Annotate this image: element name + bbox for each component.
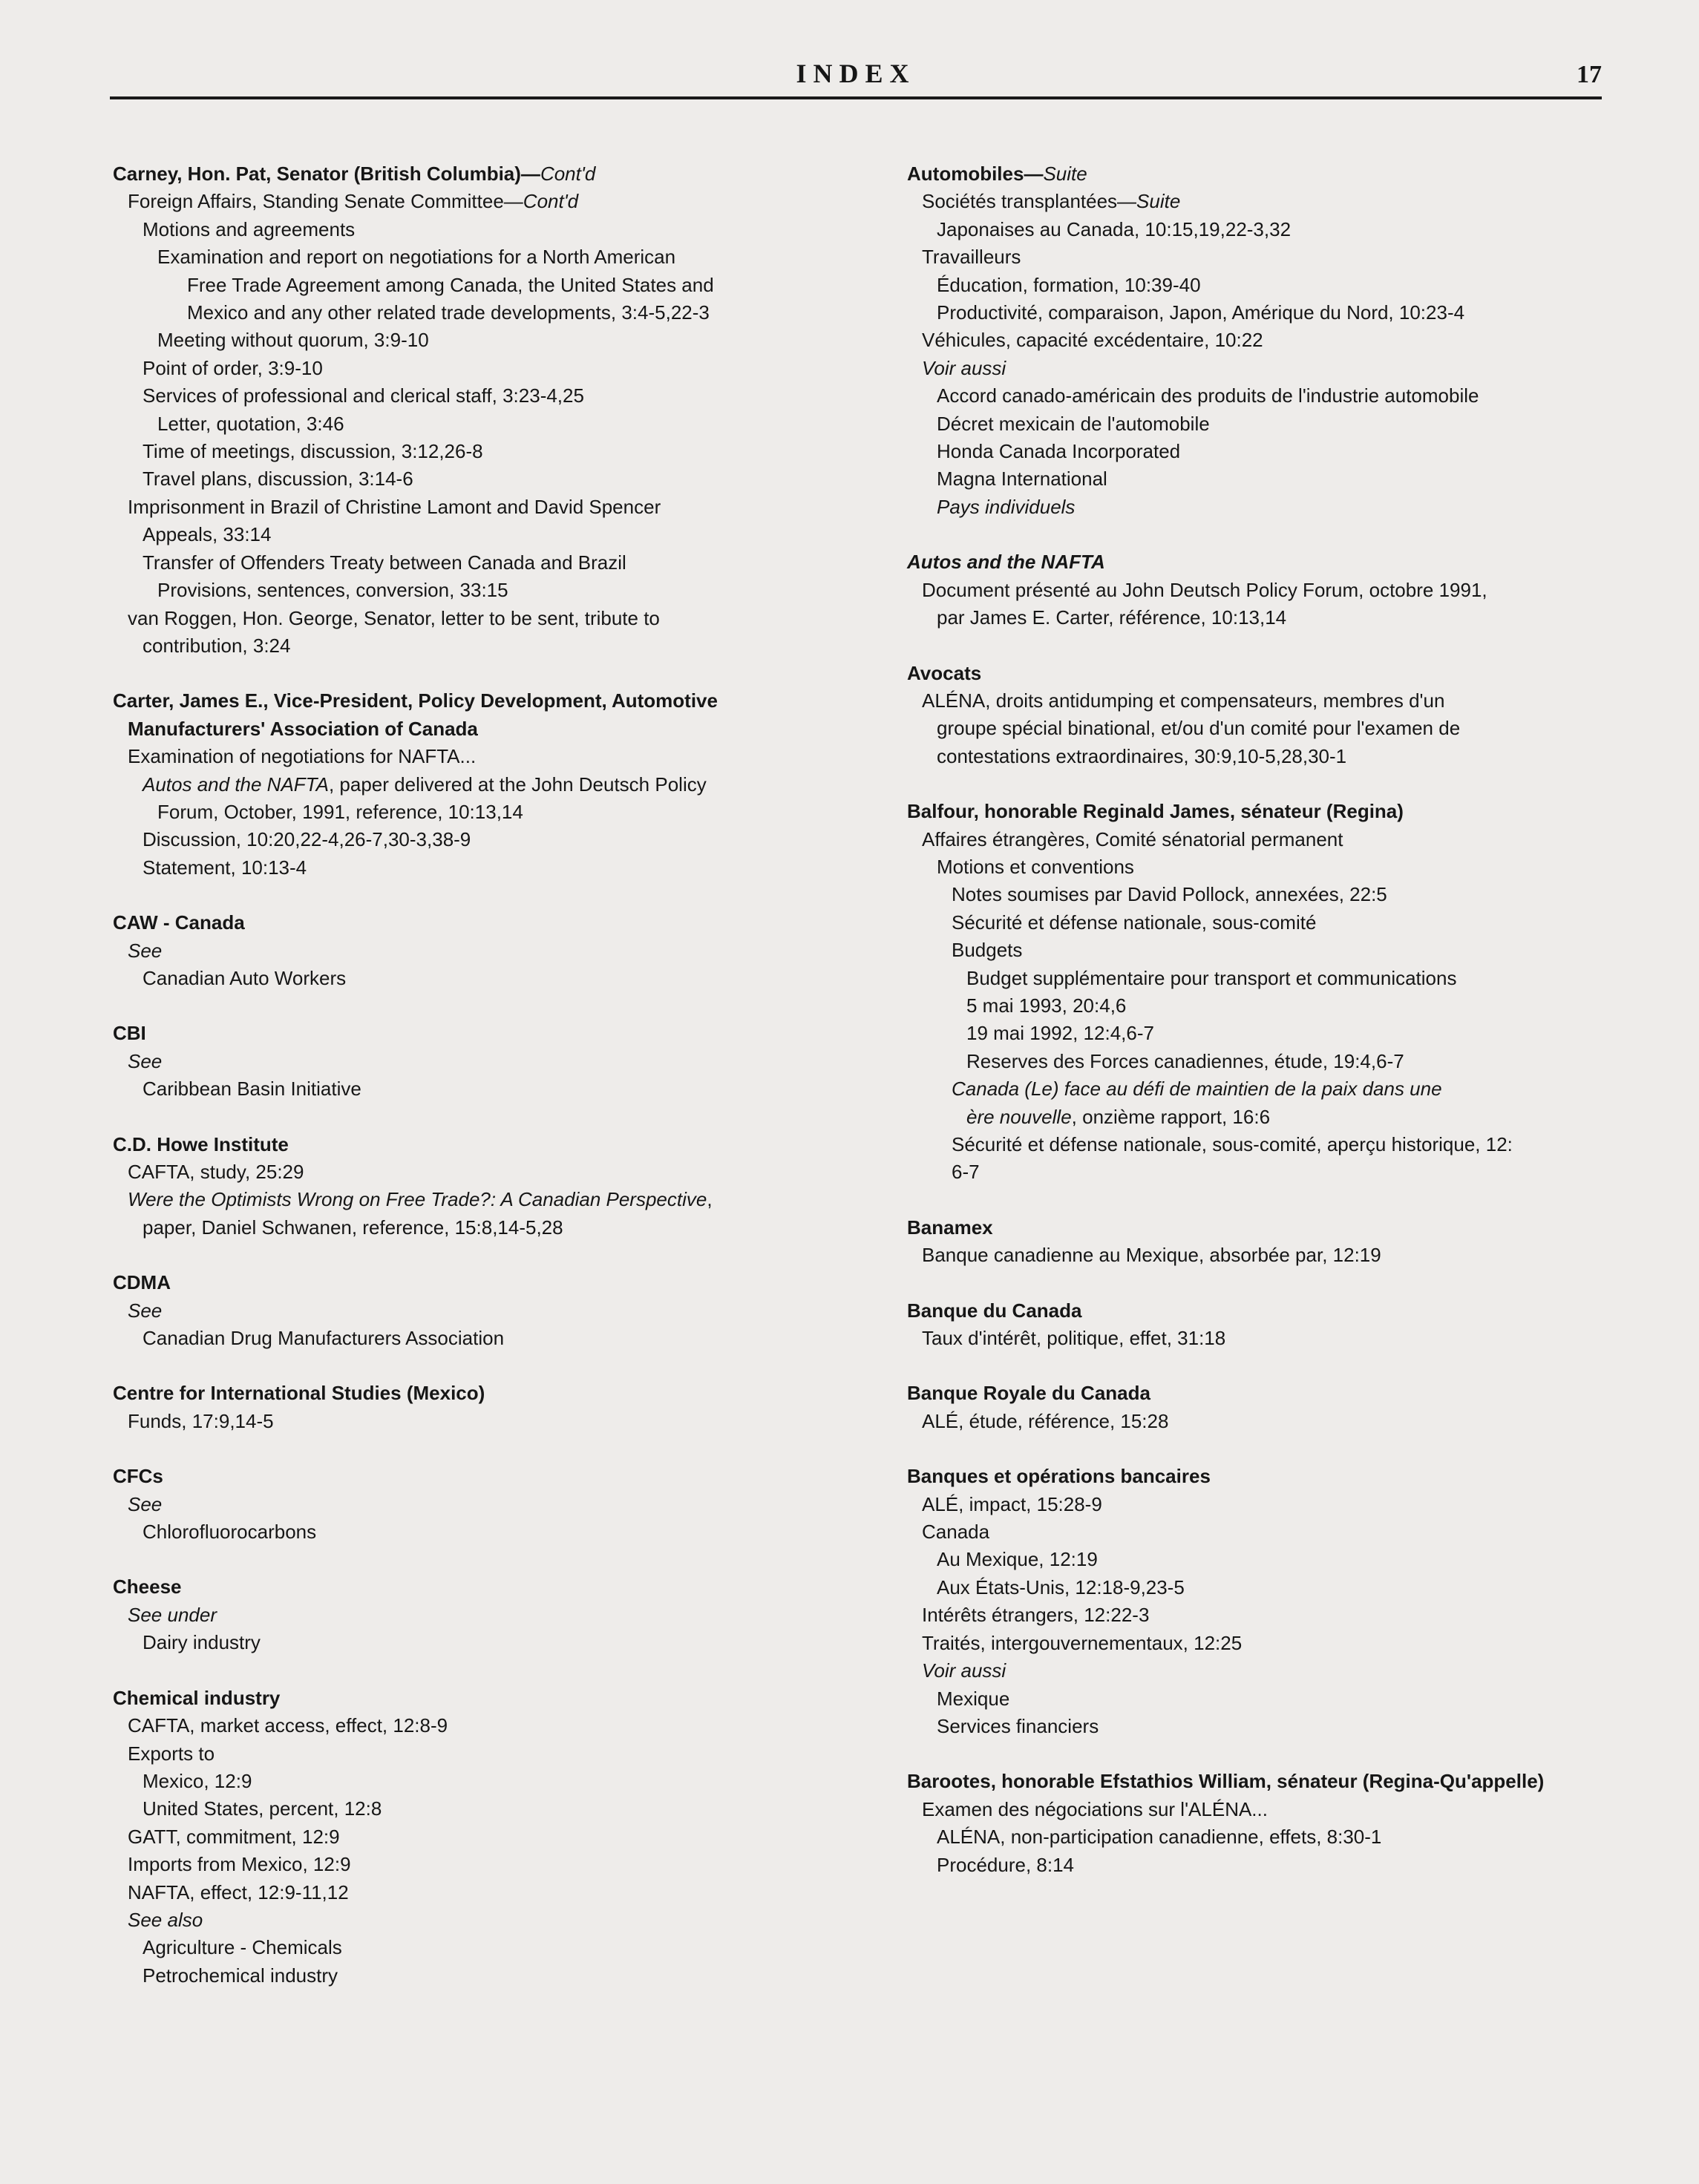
- index-entry: [113, 687, 855, 882]
- index-subentry: Banque canadienne au Mexique, absorbée par, 12:19: [922, 1244, 1381, 1267]
- index-subentry: Taux d'intérêt, politique, effet, 31:18: [922, 1327, 1226, 1350]
- index-subentry: Budgets: [952, 939, 1023, 962]
- index-subentry: ALÉ, impact, 15:28-9: [922, 1492, 1102, 1515]
- index-heading: CFCs: [113, 1465, 163, 1488]
- index-subentry: CAFTA, study, 25:29: [128, 1161, 304, 1183]
- index-subentry: Motions et conventions: [937, 855, 1134, 878]
- index-entry: [113, 1463, 855, 1546]
- index-subentry: CAFTA, market access, effect, 12:8-9: [128, 1714, 448, 1737]
- index-subentry: 5 mai 1993, 20:4,6: [966, 994, 1127, 1017]
- index-subentry: Mexico, 12:9: [143, 1769, 252, 1792]
- index-entry: [907, 548, 1657, 632]
- index-subentry: Examination and report on negotiations for a North American: [157, 246, 676, 269]
- index-subentry: Forum, October, 1991, reference, 10:13,14: [157, 800, 523, 823]
- index-subentry: contestations extraordinaires, 30:9,10-5,28,30-1: [937, 744, 1347, 767]
- index-subentry: Voir aussi: [922, 1659, 1006, 1682]
- index-entry: [907, 1380, 1657, 1435]
- header-rule: [110, 96, 1602, 99]
- index-subentry: ère nouvelle, onzième rapport, 16:6: [966, 1105, 1271, 1128]
- index-subentry: Canada: [922, 1521, 990, 1544]
- index-subentry: par James E. Carter, référence, 10:13,14: [937, 606, 1287, 629]
- index-subentry: Services of professional and clerical staff, 3:23-4,25: [143, 384, 584, 407]
- index-subentry: Magna International: [937, 468, 1107, 491]
- index-subentry: contribution, 3:24: [143, 634, 291, 657]
- index-subentry: Dairy industry: [143, 1631, 261, 1654]
- index-heading: Balfour, honorable Reginald James, sénateur (Regina): [907, 800, 1404, 823]
- index-subentry: Appeals, 33:14: [143, 523, 272, 546]
- index-heading: Chemical industry: [113, 1686, 281, 1709]
- page-title: INDEX: [796, 59, 916, 88]
- index-subentry: Sociétés transplantées—Suite: [922, 190, 1181, 213]
- index-subentry: Intérêts étrangers, 12:22-3: [922, 1604, 1150, 1627]
- index-subentry: See: [128, 1049, 163, 1072]
- index-heading: Banques et opérations bancaires: [907, 1465, 1211, 1488]
- index-subentry: Éducation, formation, 10:39-40: [937, 273, 1201, 296]
- index-heading: Banque du Canada: [907, 1299, 1082, 1322]
- index-heading: Carney, Hon. Pat, Senator (British Columbia)—Cont'd: [113, 163, 596, 185]
- index-subentry: United States, percent, 12:8: [143, 1797, 382, 1820]
- index-subentry: NAFTA, effect, 12:9-11,12: [128, 1880, 349, 1903]
- index-subentry: Exports to: [128, 1742, 215, 1765]
- index-subentry: Point of order, 3:9-10: [143, 356, 323, 379]
- index-subentry: Statement, 10:13-4: [143, 856, 307, 879]
- index-heading: CAW - Canada: [113, 911, 245, 934]
- index-entry: [113, 1269, 855, 1352]
- index-subentry: Canadian Drug Manufacturers Association: [143, 1327, 505, 1350]
- index-subentry: ALÉ, étude, référence, 15:28: [922, 1409, 1169, 1432]
- index-subentry: Meeting without quorum, 3:9-10: [157, 329, 429, 352]
- index-subentry: Were the Optimists Wrong on Free Trade?: A Canadian Perspective,: [128, 1188, 713, 1211]
- index-subentry: 19 mai 1992, 12:4,6-7: [966, 1022, 1154, 1045]
- index-subentry: See under: [128, 1603, 217, 1626]
- index-subentry: ALÉNA, droits antidumping et compensateurs, membres d'un: [922, 689, 1445, 712]
- index-subentry: Mexico and any other related trade developments, 3:4-5,22-3: [187, 301, 710, 324]
- index-subentry: Chlorofluorocarbons: [143, 1521, 317, 1544]
- index-entry: [113, 909, 855, 992]
- index-subentry: groupe spécial binational, et/ou d'un comité pour l'examen de: [937, 717, 1461, 740]
- index-subentry: Examination of negotiations for NAFTA...: [128, 745, 477, 768]
- index-heading: Cheese: [113, 1575, 182, 1598]
- index-subentry: See also: [128, 1908, 203, 1931]
- index-subentry: Travailleurs: [922, 246, 1021, 269]
- index-heading: Carter, James E., Vice-President, Policy Development, Automotive: [113, 689, 718, 712]
- index-subentry: Caribbean Basin Initiative: [143, 1078, 361, 1101]
- index-subentry: Sécurité et défense nationale, sous-comité, aperçu historique, 12:: [952, 1133, 1513, 1155]
- index-subentry: Funds, 17:9,14-5: [128, 1409, 274, 1432]
- index-subentry: Au Mexique, 12:19: [937, 1548, 1098, 1571]
- index-subentry: See: [128, 1492, 163, 1515]
- index-subentry: GATT, commitment, 12:9: [128, 1825, 340, 1848]
- index-subentry: paper, Daniel Schwanen, reference, 15:8,14-5,28: [143, 1216, 563, 1239]
- index-subentry: Examen des négociations sur l'ALÉNA...: [922, 1797, 1268, 1820]
- index-subentry: Reserves des Forces canadiennes, étude, 19:4,6-7: [966, 1049, 1404, 1072]
- index-subentry: Traités, intergouvernementaux, 12:25: [922, 1631, 1243, 1654]
- index-subentry: Japonaises au Canada, 10:15,19,22-3,32: [937, 217, 1292, 240]
- index-entry: [907, 660, 1657, 771]
- index-entry: [907, 798, 1657, 1187]
- index-entry: [907, 1768, 1657, 1879]
- index-heading: Barootes, honorable Efstathios William, sénateur (Regina-Qu'appelle): [907, 1770, 1545, 1793]
- index-column-right: [907, 160, 1657, 1906]
- index-heading: Banque Royale du Canada: [907, 1382, 1150, 1405]
- index-subentry: Voir aussi: [922, 356, 1006, 379]
- index-subentry: Motions and agreements: [143, 217, 356, 240]
- index-entry: [907, 1463, 1657, 1740]
- index-subentry: Autos and the NAFTA, paper delivered at the John Deutsch Policy: [143, 773, 707, 796]
- index-subentry: van Roggen, Hon. George, Senator, letter to be sent, tribute to: [128, 606, 660, 629]
- index-heading: Avocats: [907, 661, 982, 684]
- index-heading: Centre for International Studies (Mexico): [113, 1382, 485, 1405]
- index-subentry: Affaires étrangères, Comité sénatorial permanent: [922, 827, 1343, 850]
- index-entry: [113, 1573, 855, 1656]
- index-subentry: Procédure, 8:14: [937, 1853, 1075, 1876]
- index-heading: Autos and the NAFTA: [907, 551, 1105, 574]
- index-subentry: Free Trade Agreement among Canada, the United States and: [187, 273, 714, 296]
- index-subentry: Letter, quotation, 3:46: [157, 412, 344, 435]
- index-subentry: Imports from Mexico, 12:9: [128, 1853, 351, 1876]
- index-subentry: See: [128, 1299, 163, 1322]
- index-column-left: [113, 160, 855, 2017]
- index-subentry: Foreign Affairs, Standing Senate Committee—Cont'd: [128, 190, 579, 213]
- index-subentry: Canada (Le) face au défi de maintien de la paix dans une: [952, 1078, 1442, 1101]
- index-subentry: See: [128, 939, 163, 962]
- index-entry: [113, 1380, 855, 1435]
- index-entry: [113, 160, 855, 660]
- index-entry: [113, 1131, 855, 1242]
- index-subentry: 6-7: [952, 1161, 980, 1184]
- index-entry: [907, 160, 1657, 521]
- index-subentry: Sécurité et défense nationale, sous-comité: [952, 911, 1317, 934]
- index-subentry: Time of meetings, discussion, 3:12,26-8: [143, 440, 483, 463]
- page-number: 17: [1577, 61, 1602, 88]
- index-heading: Banamex: [907, 1216, 993, 1239]
- index-subentry: Travel plans, discussion, 3:14-6: [143, 468, 413, 491]
- index-subentry: Provisions, sentences, conversion, 33:15: [157, 579, 508, 602]
- index-subentry: Agriculture - Chemicals: [143, 1936, 342, 1959]
- index-heading: Manufacturers' Association of Canada: [128, 717, 478, 740]
- index-subentry: Pays individuels: [937, 495, 1076, 518]
- index-subentry: Imprisonment in Brazil of Christine Lamont and David Spencer: [128, 495, 661, 518]
- index-subentry: Document présenté au John Deutsch Policy Forum, octobre 1991,: [922, 578, 1487, 601]
- index-heading: CBI: [113, 1022, 146, 1045]
- index-entry: [907, 1214, 1657, 1270]
- index-subentry: Aux États-Unis, 12:18-9,23-5: [937, 1575, 1185, 1598]
- index-heading: CDMA: [113, 1271, 171, 1294]
- index-heading: C.D. Howe Institute: [113, 1132, 289, 1155]
- index-subentry: Mexique: [937, 1687, 1010, 1710]
- index-subentry: Discussion, 10:20,22-4,26-7,30-3,38-9: [143, 828, 471, 851]
- index-subentry: Décret mexicain de l'automobile: [937, 412, 1210, 435]
- index-subentry: Petrochemical industry: [143, 1964, 338, 1987]
- index-entry: [113, 1685, 855, 1990]
- index-entry: [907, 1297, 1657, 1353]
- index-subentry: Productivité, comparaison, Japon, Amérique du Nord, 10:23-4: [937, 301, 1465, 324]
- index-subentry: Accord canado-américain des produits de l'industrie automobile: [937, 384, 1479, 407]
- index-subentry: Honda Canada Incorporated: [937, 440, 1181, 463]
- index-subentry: Canadian Auto Workers: [143, 966, 347, 989]
- index-subentry: Services financiers: [937, 1714, 1099, 1737]
- index-subentry: Notes soumises par David Pollock, annexées, 22:5: [952, 883, 1387, 906]
- index-subentry: Véhicules, capacité excédentaire, 10:22: [922, 329, 1263, 352]
- index-subentry: Budget supplémentaire pour transport et communications: [966, 966, 1457, 989]
- index-entry: [113, 1020, 855, 1103]
- index-subentry: ALÉNA, non-participation canadienne, effets, 8:30-1: [937, 1826, 1382, 1849]
- index-heading: Automobiles—Suite: [907, 163, 1087, 185]
- index-subentry: Transfer of Offenders Treaty between Canada and Brazil: [143, 551, 626, 574]
